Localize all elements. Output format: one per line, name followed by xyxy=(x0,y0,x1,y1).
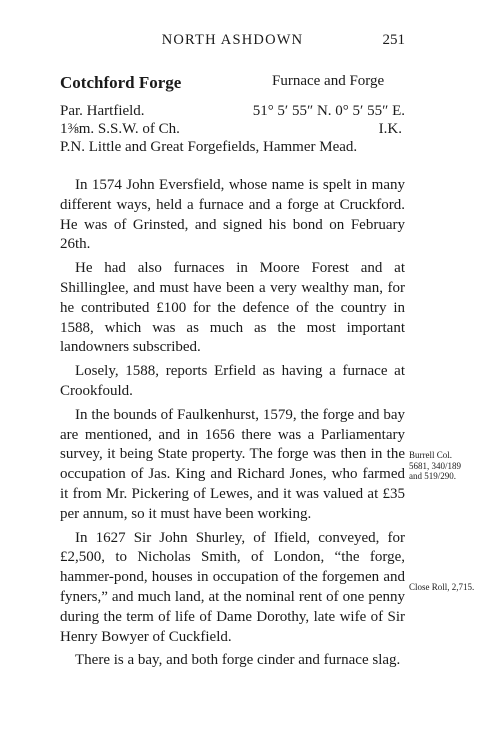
body-text xyxy=(60,176,405,675)
margin-note-burrell xyxy=(409,450,461,482)
margin-note-line: Burrell Col. xyxy=(409,450,452,460)
paragraph-bay: There is a bay, and both forge cinder and furnace slag. xyxy=(75,652,401,669)
paragraph-losely: Losely, 1588, reports Erfield as having a furnace at Crookfould. xyxy=(60,363,405,399)
running-head xyxy=(60,32,405,52)
paragraph-furnaces: He had also furnaces in Moore Forest and at Shillinglee, and must have been a very wealthy man, for he contributed £100 for the defence of the country in 1588, which was as much as the most important landowners subscribed. xyxy=(60,260,405,356)
paragraph-eversfield: In 1574 John Eversfield, whose name is spelt in many different ways, held a furnace and a forge at Cruckford. He was of Grinsted, and signed his bond on February 26th. xyxy=(60,177,405,253)
margin-note-line: Close Roll, 2,715. xyxy=(409,582,475,592)
distance: 1⅜m. S.S.W. of Ch. xyxy=(60,121,180,137)
place-names-row xyxy=(60,138,405,156)
paragraph-faulkenhurst: In the bounds of Faulkenhurst, 1579, the forge and bay are mentioned, and in 1656 there was a Parliamentary survey, it being State property. The forge was then in the occupation of Jas. King and Richard Jones, who farmed it from Mr. Pickering of Lewes, and it was valued at £35 per annum, so it must have been working. xyxy=(60,406,405,522)
margin-note-line: and 519/290. xyxy=(409,471,456,481)
entry-title: Cotchford Forge xyxy=(60,73,182,92)
page-number: 251 xyxy=(382,32,405,48)
paragraph-shurley: In 1627 Sir John Shurley, of Ifield, conveyed, for £2,500, to Nicholas Smith, of London, “the forge, hammer-pond, houses in occupation of the forgemen and fyners,” and much land, at the nominal rent of one penny during the term of life of Dame Dorothy, late wife of Sir Henry Bowyer of Cuckfield. xyxy=(60,529,405,645)
entry-info xyxy=(60,102,405,156)
entry-heading xyxy=(60,73,405,95)
reference: I.K. xyxy=(378,121,402,137)
parish-row xyxy=(60,102,405,120)
margin-note-close-roll xyxy=(409,582,474,593)
distance-row xyxy=(60,120,405,138)
entry-type: Furnace and Forge xyxy=(272,73,385,89)
coordinates: 51° 5′ 55″ N. 0° 5′ 55″ E. xyxy=(252,103,405,119)
parish: Par. Hartfield. xyxy=(60,103,145,119)
place-names: P.N. Little and Great Forgefields, Hammer Mead. xyxy=(60,139,358,155)
margin-note-line: 5681, 340/189 xyxy=(409,460,462,471)
running-title: NORTH ASHDOWN xyxy=(161,32,304,48)
